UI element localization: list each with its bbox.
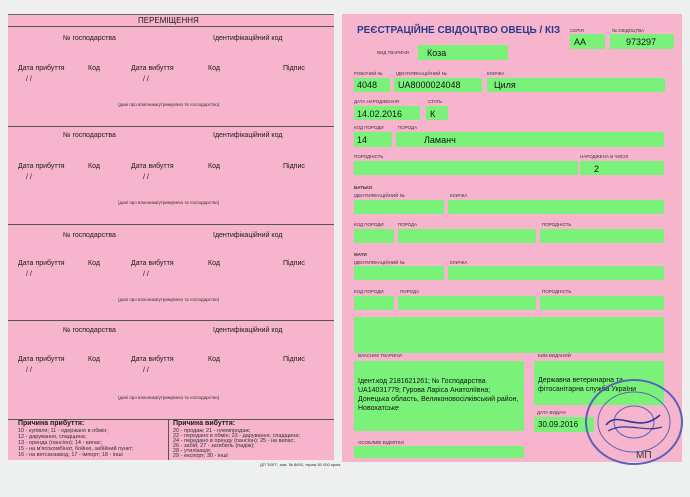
cert-no-value: 973297 bbox=[626, 37, 657, 47]
code-label: Код bbox=[88, 260, 100, 267]
mother-ident-field bbox=[354, 266, 444, 280]
father-ident-label: ІДЕНТИФІКАЦІЙНИЙ № bbox=[354, 193, 405, 198]
litter-label: НАРОДЖЕНА В ЧИСЛІ bbox=[580, 154, 629, 159]
father-breeding-field bbox=[540, 229, 664, 243]
issuer-label: КИМ ВИДАНИЙ bbox=[538, 353, 571, 358]
sex-value: К bbox=[430, 109, 436, 119]
arrival-date-label: Дата прибуття bbox=[18, 65, 65, 72]
father-breed-label: ПОРОДА bbox=[398, 222, 418, 227]
species-value: Коза bbox=[427, 48, 447, 58]
code-label: Код bbox=[208, 65, 220, 72]
mother-label: МАТИ bbox=[354, 252, 367, 257]
father-breed-code-field bbox=[354, 229, 394, 243]
departure-reason-line: 20 - продаж; 21 - племпродаж; bbox=[173, 428, 251, 434]
code-label: Код bbox=[88, 65, 100, 72]
farm-no-label: № господарства bbox=[63, 132, 116, 139]
departure-reason-line: 26 - забій; 27 - загибель (падіж); bbox=[173, 443, 255, 449]
father-breed-field bbox=[398, 229, 536, 243]
mother-breed-field bbox=[398, 296, 536, 310]
code-label: Код bbox=[88, 163, 100, 170]
departure-reason-line: 24 - передано в оренду (пансіон); 25 - на випас; bbox=[173, 438, 295, 444]
mother-ident-label: ІДЕНТИФІКАЦІЙНИЙ № bbox=[354, 260, 405, 265]
breeding-field bbox=[354, 161, 578, 175]
breed-code-value: 14 bbox=[357, 135, 368, 145]
special-field bbox=[354, 446, 524, 458]
arrival-reason-line: 15 - на м'ясокомбінат, бойню, забійний пункт; bbox=[18, 446, 134, 452]
date-slash: / / bbox=[143, 271, 149, 278]
arrival-date-label: Дата прибуття bbox=[18, 163, 65, 170]
departure-date-label: Дата вибуття bbox=[131, 65, 174, 72]
mother-nickname-field bbox=[448, 266, 664, 280]
departure-reason-line: 29 - експорт; 30 - інші bbox=[173, 453, 228, 459]
owner-label: ВЛАСНИК ТВАРИНИ bbox=[358, 353, 402, 358]
cert-no-label: № СВІДОЦТВА bbox=[612, 28, 645, 33]
farm-no-label: № господарства bbox=[63, 35, 116, 42]
ident-code-label: Ідентифікаційний код bbox=[213, 35, 283, 42]
farm-no-label: № господарства bbox=[63, 327, 116, 334]
nickname-label: КЛИЧКА bbox=[487, 71, 505, 76]
date-slash: / / bbox=[26, 271, 32, 278]
movement-page bbox=[8, 14, 334, 460]
date-slash: / / bbox=[143, 76, 149, 83]
mother-breeding-label: ПОРОДНІСТЬ bbox=[542, 289, 572, 294]
working-no-label: РОБОЧИЙ № bbox=[354, 71, 383, 76]
code-label: Код bbox=[208, 356, 220, 363]
date-slash: / / bbox=[143, 174, 149, 181]
breeding-label: ПОРОДНІСТЬ bbox=[354, 154, 384, 159]
movement-title: ПЕРЕМІЩЕННЯ bbox=[138, 16, 199, 25]
owner-value: Ідент.код 2181621261; № Господарства UA14031779; Гурова Ларіса Анатоліївна; Донецька область, Великоновосілківський район, Новохатське bbox=[358, 378, 519, 412]
date-slash: / / bbox=[143, 367, 149, 374]
special-label: ОСОБЛИВІ ВІДМІТКИ bbox=[358, 440, 404, 445]
arrival-reason-line: 10 - купівля; 11 - одержано в обмін; bbox=[18, 428, 108, 434]
extra-field bbox=[354, 317, 664, 353]
ident-no-label: ІДЕНТИФІКАЦІЙНИЙ № bbox=[396, 71, 447, 76]
birth-date-value: 14.02.2016 bbox=[357, 109, 403, 119]
father-nickname-label: КЛИЧКА bbox=[450, 193, 468, 198]
owner-note: (дані про власника/утримувача та господарство) bbox=[118, 102, 220, 107]
departure-reason-line: 28 - утилізація; bbox=[173, 448, 212, 454]
litter-value: 2 bbox=[594, 164, 600, 174]
father-ident-field bbox=[354, 200, 444, 214]
issue-date-value: 30.09.2016 bbox=[538, 420, 579, 429]
arrival-reason-line: 16 - на ветсанзавод; 17 - імпорт; 18 - інші bbox=[18, 452, 123, 458]
code-label: Код bbox=[88, 356, 100, 363]
mother-breed-code-label: КОД ПОРОДИ bbox=[354, 289, 384, 294]
date-slash: / / bbox=[26, 367, 32, 374]
stamp-label: МП bbox=[636, 450, 652, 461]
father-breeding-label: ПОРОДНІСТЬ bbox=[542, 222, 572, 227]
code-label: Код bbox=[208, 163, 220, 170]
series-value: АА bbox=[574, 37, 587, 47]
departure-date-label: Дата вибуття bbox=[131, 163, 174, 170]
signature-label: Підпис bbox=[283, 260, 305, 267]
father-breed-code-label: КОД ПОРОДИ bbox=[354, 222, 384, 227]
series-label: СЕРІЯ bbox=[570, 28, 584, 33]
nickname-value: Циля bbox=[494, 80, 516, 90]
arrival-reason-line: 12 - дарування, спадщина; bbox=[18, 434, 87, 440]
code-label: Код bbox=[208, 260, 220, 267]
signature-label: Підпис bbox=[283, 65, 305, 72]
print-note: ДП "ВЗП", зам. № 8693, тираж 50 000 прим. bbox=[260, 462, 342, 467]
official-stamp bbox=[578, 375, 684, 469]
arrival-reasons-title: Причина прибуття: bbox=[18, 420, 85, 427]
working-no-value: 4048 bbox=[357, 80, 378, 90]
signature-label: Підпис bbox=[283, 163, 305, 170]
ident-no-value: UA8000024048 bbox=[398, 80, 461, 90]
departure-reasons-title: Причина вибуття: bbox=[173, 420, 236, 427]
owner-note: (дані про власника/утримувача та господарство) bbox=[118, 297, 220, 302]
departure-date-label: Дата вибуття bbox=[131, 260, 174, 267]
sex-label: СТАТЬ bbox=[428, 99, 443, 104]
father-label: БАТЬКО bbox=[354, 185, 373, 190]
mother-nickname-label: КЛИЧКА bbox=[450, 260, 468, 265]
mother-breed-label: ПОРОДА bbox=[400, 289, 420, 294]
arrival-date-label: Дата прибуття bbox=[18, 260, 65, 267]
breed-label: ПОРОДА bbox=[398, 125, 418, 130]
date-slash: / / bbox=[26, 76, 32, 83]
departure-reason-line: 22 - передано в обмін; 23 - дарування, спадщина; bbox=[173, 433, 300, 439]
litter-field bbox=[580, 161, 664, 175]
certificate-title: РЕЄСТРАЦІЙНЕ СВІДОЦТВО ОВЕЦЬ / КІЗ bbox=[357, 25, 561, 36]
date-slash: / / bbox=[26, 174, 32, 181]
owner-note: (дані про власника/утримувача та господарство) bbox=[118, 200, 220, 205]
signature-label: Підпис bbox=[283, 356, 305, 363]
issuer-value: Державна ветеринарна та фітосанітарна служба України bbox=[538, 377, 637, 393]
ident-code-label: Ідентифікаційний код bbox=[213, 327, 283, 334]
breed-code-label: КОД ПОРОДИ bbox=[354, 125, 384, 130]
owner-note: (дані про власника/утримувача та господарство) bbox=[118, 395, 220, 400]
departure-date-label: Дата вибуття bbox=[131, 356, 174, 363]
species-label: ВИД ТВАРИНИ bbox=[377, 50, 409, 55]
ident-code-label: Ідентифікаційний код bbox=[213, 132, 283, 139]
issue-date-label: ДАТА ВИДАЧІ bbox=[537, 410, 566, 415]
ident-code-label: Ідентифікаційний код bbox=[213, 232, 283, 239]
arrival-reason-line: 13 - оренда (пансіон); 14 - випас; bbox=[18, 440, 103, 446]
birth-date-label: ДАТА НАРОДЖЕННЯ bbox=[354, 99, 400, 104]
farm-no-label: № господарства bbox=[63, 232, 116, 239]
arrival-date-label: Дата прибуття bbox=[18, 356, 65, 363]
mother-breed-code-field bbox=[354, 296, 394, 310]
breed-value: Ламанч bbox=[424, 135, 456, 145]
mother-breeding-field bbox=[540, 296, 664, 310]
father-nickname-field bbox=[448, 200, 664, 214]
